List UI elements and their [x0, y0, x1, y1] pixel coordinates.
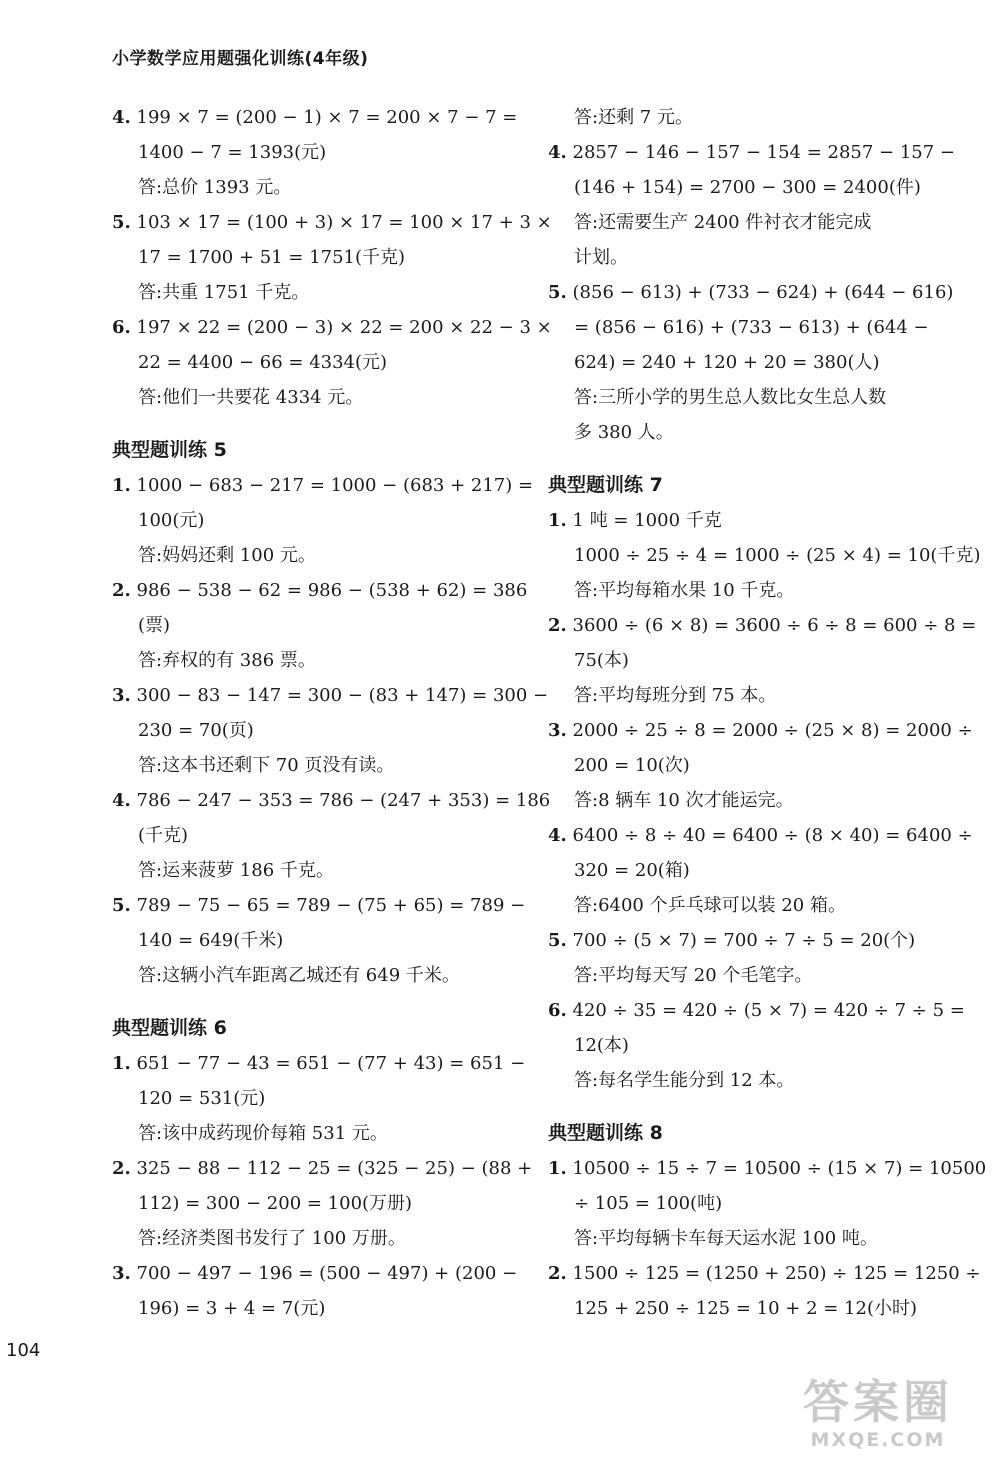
- problem-number: 1.: [112, 1053, 131, 1074]
- equation-text: 1000 − 683 − 217 = 1000 − (683 + 217) =: [136, 475, 534, 496]
- answer-line: 答:还需要生产 2400 件衬衣才能完成: [574, 212, 872, 233]
- answer-line: 答:平均每天写 20 个毛笔字。: [574, 965, 813, 986]
- problem-number: 2.: [112, 580, 131, 601]
- equation-text: 199 × 7 = (200 − 1) × 7 = 200 × 7 − 7 =: [136, 107, 518, 128]
- page-header: 小学数学应用题强化训练(4年级): [112, 49, 369, 69]
- continuation-line: 320 = 20(箱): [574, 860, 690, 881]
- answer-line: 答:这辆小汽车距离乙城还有 649 千米。: [138, 965, 460, 986]
- problem-number: 5.: [548, 282, 567, 303]
- equation-text: 325 − 88 − 112 − 25 = (325 − 25) − (88 +: [136, 1158, 533, 1179]
- continuation-line: 112) = 300 − 200 = 100(万册): [138, 1193, 413, 1214]
- equation-text: 651 − 77 − 43 = 651 − (77 + 43) = 651 −: [136, 1053, 526, 1074]
- section-heading: 典型题训练 6: [112, 1017, 227, 1039]
- equation-text: 420 ÷ 35 = 420 ÷ (5 × 7) = 420 ÷ 7 ÷ 5 =: [572, 1000, 965, 1021]
- equation-text: 700 ÷ (5 × 7) = 700 ÷ 7 ÷ 5 = 20(个): [572, 930, 916, 951]
- problem-number: 5.: [112, 212, 131, 233]
- continuation-line: 22 = 4400 − 66 = 4334(元): [138, 352, 388, 373]
- continuation-line: 200 = 10(次): [574, 755, 690, 776]
- continuation-line: 17 = 1700 + 51 = 1751(千克): [138, 247, 406, 268]
- problem-line: [548, 503, 948, 538]
- answer-line: 答:总价 1393 元。: [138, 177, 292, 198]
- problem-number: 3.: [112, 1263, 131, 1284]
- equation-text: 986 − 538 − 62 = 986 − (538 + 62) = 386: [136, 580, 528, 601]
- answer-line: 答:弃权的有 386 票。: [138, 650, 316, 671]
- problem-line: [112, 1151, 533, 1186]
- problem-number: 3.: [112, 685, 131, 706]
- continuation-line: 100(元): [138, 510, 205, 531]
- problem-line: [548, 608, 977, 643]
- equation-text: 10500 ÷ 15 ÷ 7 = 10500 ÷ (15 × 7) = 10500: [572, 1158, 987, 1179]
- watermark-text: 答案圈: [803, 1375, 953, 1429]
- equation-text: 103 × 17 = (100 + 3) × 17 = 100 × 17 + 3 ×: [136, 212, 552, 233]
- problem-number: 4.: [548, 142, 567, 163]
- equation-text: 6400 ÷ 8 ÷ 40 = 6400 ÷ (8 × 40) = 6400 ÷: [572, 825, 973, 846]
- continuation-line: = (856 − 616) + (733 − 613) + (644 −: [574, 317, 929, 338]
- continuation-line: 125 + 250 ÷ 125 = 10 + 2 = 12(小时): [574, 1298, 918, 1319]
- problem-line: [112, 1256, 518, 1291]
- continuation-line: 12(本): [574, 1035, 629, 1056]
- problem-number: 6.: [112, 317, 131, 338]
- problem-line: [548, 993, 965, 1028]
- section-heading: 典型题训练 5: [112, 439, 227, 461]
- equation-text: 3600 ÷ (6 × 8) = 3600 ÷ 6 ÷ 8 = 600 ÷ 8 =: [572, 615, 977, 636]
- problem-number: 4.: [548, 825, 567, 846]
- problem-number: 3.: [548, 720, 567, 741]
- answer-line: 答:这本书还剩下 70 页没有读。: [138, 755, 395, 776]
- equation-text: 197 × 22 = (200 − 3) × 22 = 200 × 22 − 3 ×: [136, 317, 552, 338]
- answer-line: 答:他们一共要花 4334 元。: [138, 387, 364, 408]
- continuation-line: ÷ 105 = 100(吨): [574, 1193, 723, 1214]
- problem-line: [548, 923, 948, 958]
- problem-line: [112, 100, 518, 135]
- problem-line: [112, 1046, 526, 1081]
- left-column: [112, 100, 552, 1326]
- problem-line: [112, 783, 551, 818]
- problem-line: [112, 205, 552, 240]
- answer-line: 答:运来菠萝 186 千克。: [138, 860, 334, 881]
- problem-line: [548, 135, 956, 170]
- continuation-line: 230 = 70(页): [138, 720, 254, 741]
- problem-number: 2.: [548, 1263, 567, 1284]
- continuation-line: 624) = 240 + 120 + 20 = 380(人): [574, 352, 880, 373]
- continuation-line: 计划。: [574, 247, 628, 268]
- right-column: [548, 100, 987, 1326]
- answer-line: 答:三所小学的男生总人数比女生总人数: [574, 387, 887, 408]
- answer-line: 答:该中成药现价每箱 531 元。: [138, 1123, 388, 1144]
- problem-number: 5.: [112, 895, 131, 916]
- answer-line: 答:妈妈还剩 100 元。: [138, 545, 316, 566]
- watermark-url: MXQE.COM: [810, 1429, 946, 1451]
- equation-text: 1 吨 = 1000 千克: [572, 510, 722, 531]
- problem-line: [548, 818, 973, 853]
- continuation-line: (票): [138, 615, 171, 636]
- problem-line: [548, 1151, 987, 1186]
- problem-line: [112, 468, 534, 503]
- problem-number: 1.: [548, 510, 567, 531]
- answer-line: 答:6400 个乒乓球可以装 20 箱。: [574, 895, 846, 916]
- answer-line: 答:每名学生能分到 12 本。: [574, 1070, 795, 1091]
- watermark-logo: [778, 1376, 978, 1458]
- equation-text: 786 − 247 − 353 = 786 − (247 + 353) = 186: [136, 790, 551, 811]
- problem-line: [548, 275, 954, 310]
- problem-number: 1.: [112, 475, 131, 496]
- continuation-line: (千克): [138, 825, 189, 846]
- equation-text: 300 − 83 − 147 = 300 − (83 + 147) = 300 −: [136, 685, 549, 706]
- problem-line: [548, 1256, 981, 1291]
- equation-text: 789 − 75 − 65 = 789 − (75 + 65) = 789 −: [136, 895, 526, 916]
- problem-number: 1.: [548, 1158, 567, 1179]
- continuation-line: 多 380 人。: [574, 422, 674, 443]
- problem-line: [112, 888, 526, 923]
- equation-text: 700 − 497 − 196 = (500 − 497) + (200 −: [136, 1263, 518, 1284]
- answer-line: 答:平均每辆卡车每天运水泥 100 吨。: [574, 1228, 878, 1249]
- problem-number: 5.: [548, 930, 567, 951]
- continuation-line: (146 + 154) = 2700 − 300 = 2400(件): [574, 177, 921, 198]
- equation-text: (856 − 613) + (733 − 624) + (644 − 616): [572, 282, 954, 303]
- equation-text: 1500 ÷ 125 = (1250 + 250) ÷ 125 = 1250 ÷: [572, 1263, 981, 1284]
- continuation-line: 196) = 3 + 4 = 7(元): [138, 1298, 326, 1319]
- problem-line: [112, 310, 552, 345]
- answer-line: 答:8 辆车 10 次才能运完。: [574, 790, 794, 811]
- problem-number: 6.: [548, 1000, 567, 1021]
- equation-text: 2000 ÷ 25 ÷ 8 = 2000 ÷ (25 × 8) = 2000 ÷: [572, 720, 973, 741]
- continuation-line: 140 = 649(千米): [138, 930, 284, 951]
- section-heading: 典型题训练 7: [548, 474, 663, 496]
- answer-line: 答:经济类图书发行了 100 万册。: [138, 1228, 406, 1249]
- problem-number: 2.: [548, 615, 567, 636]
- answer-line: 答:还剩 7 元。: [574, 107, 693, 128]
- equation-text: 2857 − 146 − 157 − 154 = 2857 − 157 −: [572, 142, 956, 163]
- problem-number: 4.: [112, 790, 131, 811]
- problem-line: [548, 713, 973, 748]
- problem-line: [112, 678, 549, 713]
- page-number: 104: [6, 1340, 41, 1361]
- section-heading: 典型题训练 8: [548, 1122, 663, 1144]
- answer-line: 答:平均每班分到 75 本。: [574, 685, 777, 706]
- continuation-line: 120 = 531(元): [138, 1088, 266, 1109]
- answer-line: 答:平均每箱水果 10 千克。: [574, 580, 795, 601]
- continuation-line: 1400 − 7 = 1393(元): [138, 142, 327, 163]
- problem-line: [112, 573, 528, 608]
- problem-number: 2.: [112, 1158, 131, 1179]
- answer-line: 答:共重 1751 千克。: [138, 282, 310, 303]
- continuation-line: 1000 ÷ 25 ÷ 4 = 1000 ÷ (25 × 4) = 10(千克): [574, 545, 981, 566]
- continuation-line: 75(本): [574, 650, 629, 671]
- problem-number: 4.: [112, 107, 131, 128]
